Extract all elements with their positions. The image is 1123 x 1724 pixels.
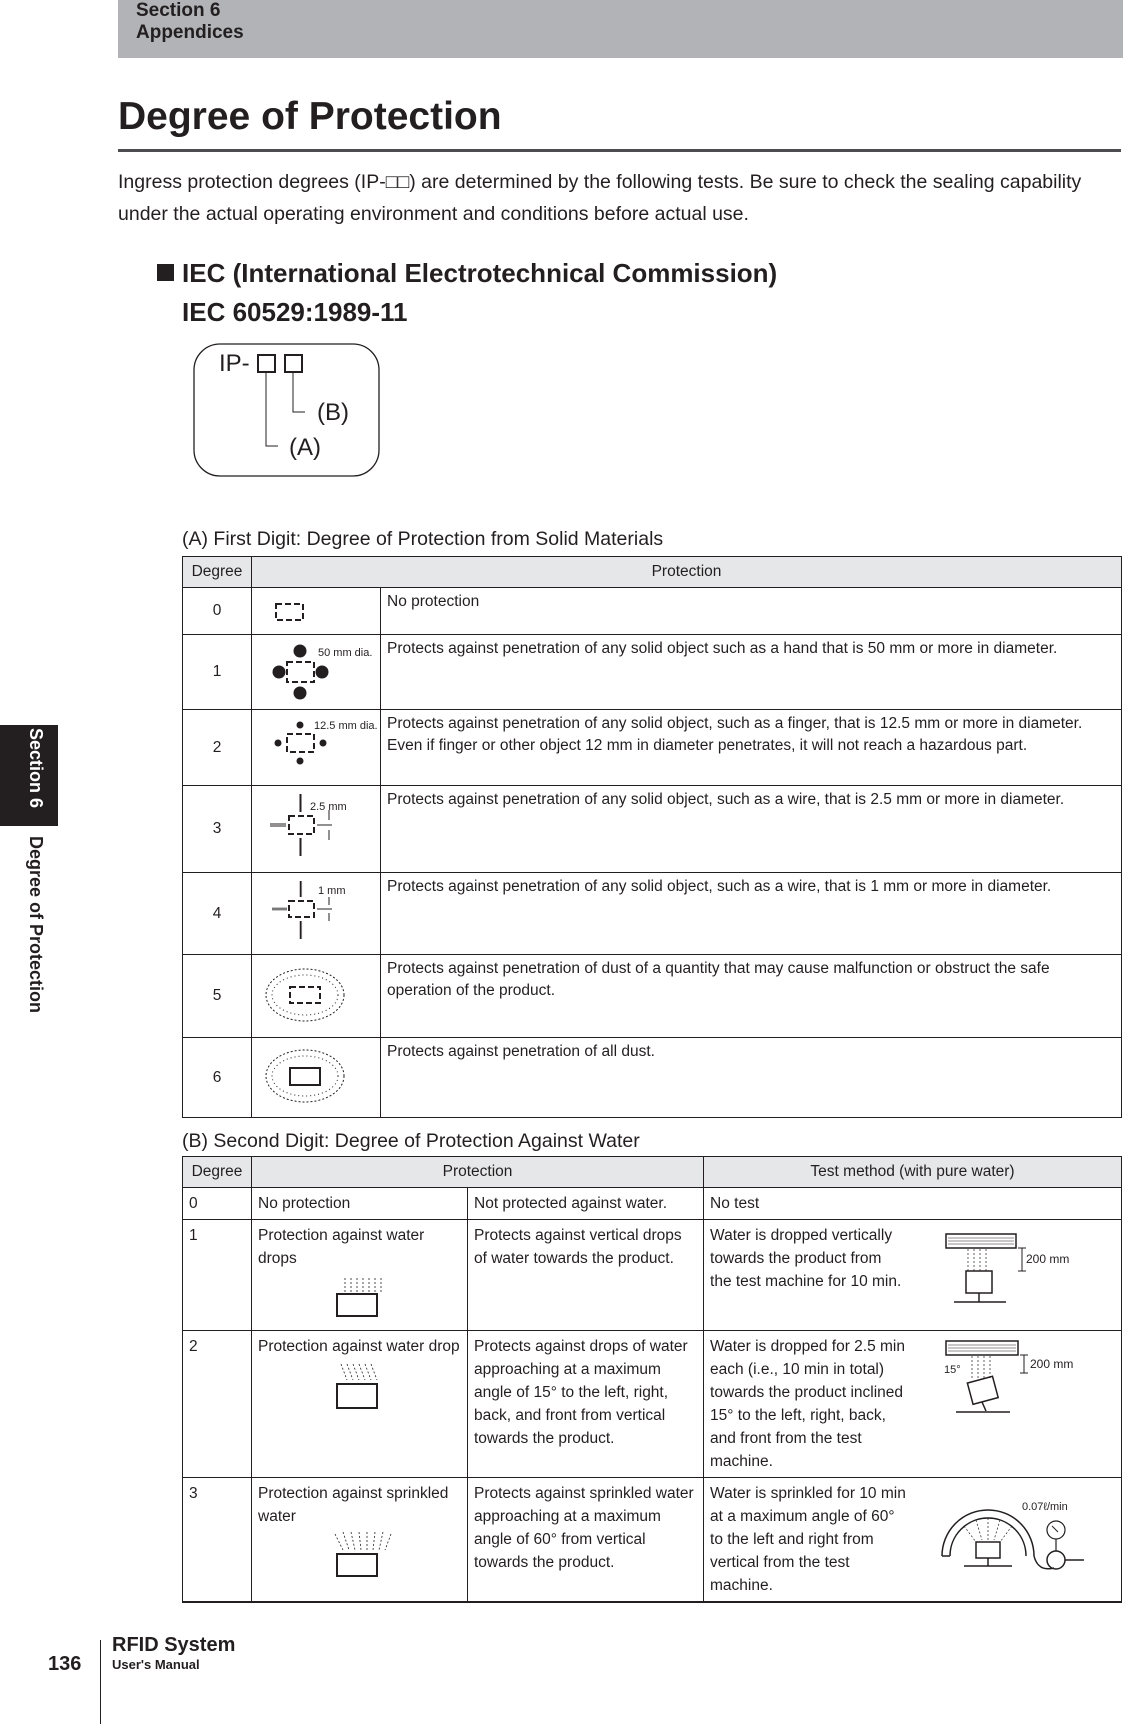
table-row [183, 588, 1122, 635]
table-row [183, 1220, 1122, 1331]
diagram-label: 200 mm [1030, 1357, 1074, 1371]
degree-cell: 3 [183, 1478, 252, 1603]
protection-desc: Not protected against water. [468, 1188, 704, 1220]
vertical-drops-icon [333, 1276, 473, 1318]
ip-code-diagram [193, 343, 380, 477]
icon-label: 12.5 mm dia. [314, 720, 378, 732]
test-method-cell [704, 1331, 1122, 1478]
manual-subtitle: User's Manual [112, 1657, 200, 1672]
protection-name: No protection [252, 1188, 468, 1220]
degree-cell: 4 [183, 873, 252, 955]
test-method-cell [704, 1478, 1122, 1603]
header-degree: Degree [183, 557, 252, 588]
degree-cell: 5 [183, 955, 252, 1038]
protection-text: Protects against penetration of any solid object, such as a wire, that is 1 mm or more in diameter. [381, 873, 1122, 955]
intro-paragraph: Ingress protection degrees (IP-□□) are determined by the following tests. Be sure to check the sealing capability under the actual operating environment and conditions before actual use. [118, 171, 1082, 225]
hand-object-icon [252, 635, 381, 710]
degree-cell: 3 [183, 786, 252, 873]
no-protection-icon [252, 588, 381, 635]
page-title: Degree of Protection [118, 95, 502, 138]
icon-label: 2.5 mm [310, 801, 347, 813]
protection-text: No protection [381, 588, 1122, 635]
protection-text: Protects against penetration of all dust. [381, 1038, 1122, 1118]
degree-cell: 0 [183, 1188, 252, 1220]
table-row [183, 1038, 1122, 1118]
protection-desc: Protects against drops of water approaching at a maximum angle of 15° to the left, right, back, and front from vertical towards the product. [468, 1331, 704, 1478]
protection-name: Protection against water drop [258, 1338, 460, 1355]
manual-title: RFID System [112, 1634, 236, 1656]
table-row [183, 1331, 1122, 1478]
iec-heading-text: IEC (International Electrotechnical Commission) [182, 258, 778, 288]
finger-object-icon [252, 710, 381, 786]
icon-label: 1 mm [318, 885, 346, 897]
diagram-label: 200 mm [1026, 1252, 1070, 1266]
table-a-caption: (A) First Digit: Degree of Protection from Solid Materials [182, 528, 664, 550]
protection-desc: Protects against vertical drops of water towards the product. [468, 1220, 704, 1331]
protection-text: Protects against penetration of dust of a quantity that may cause malfunction or obstruct the safe operation of the product. [381, 955, 1122, 1038]
header-section: Section 6 [136, 0, 221, 21]
ip-prefix: IP- [219, 350, 250, 377]
test-method: Water is dropped for 2.5 min each (i.e., 10 min in total) towards the product inclined 15° to the left, right, back, and front from the test machine. [710, 1338, 905, 1470]
sprinkle-test-diagram [934, 1486, 1084, 1576]
table-row [183, 1478, 1122, 1603]
header-degree: Degree [183, 1157, 252, 1188]
section-header [118, 0, 1123, 58]
diagram-angle: 15° [944, 1364, 961, 1376]
wire-2-5mm-icon [252, 786, 381, 873]
protection-cell [252, 1478, 468, 1603]
table-row [183, 635, 1122, 710]
degree-cell: 2 [183, 1331, 252, 1478]
digit-a-box [258, 355, 275, 372]
header-chapter: Appendices [136, 22, 244, 43]
header-protection: Protection [252, 1157, 704, 1188]
tilted-drip-test-diagram [944, 1339, 1084, 1419]
sprinkle-icon [333, 1530, 473, 1578]
protection-text: Protects against penetration of any solid object such as a hand that is 50 mm or more in diameter. [381, 635, 1122, 710]
protection-name: Protection against water drops [258, 1227, 425, 1267]
table-header-row [183, 1157, 1122, 1188]
degree-cell: 6 [183, 1038, 252, 1118]
drip-test-diagram [944, 1232, 1074, 1312]
test-method-cell [704, 1220, 1122, 1331]
dust-tight-icon [252, 1038, 381, 1118]
square-bullet-icon [157, 264, 174, 281]
ip-label-a: (A) [289, 434, 321, 461]
protection-cell [252, 1331, 468, 1478]
test-method: Water is dropped vertically towards the product from the test machine for 10 min. [710, 1227, 902, 1290]
iec-heading [157, 258, 777, 289]
degree-cell: 1 [183, 1220, 252, 1331]
diagram-label: 0.07ℓ/min [1022, 1501, 1068, 1513]
table-row [183, 710, 1122, 786]
table-header-row [183, 557, 1122, 588]
ip-label-b: (B) [317, 399, 349, 426]
degree-cell: 2 [183, 710, 252, 786]
protection-desc: Protects against sprinkled water approaching at a maximum angle of 60° from vertical towards the product. [468, 1478, 704, 1603]
side-tab-topic[interactable]: Degree of Protection [26, 836, 46, 1014]
degree-cell: 1 [183, 635, 252, 710]
table-row [183, 873, 1122, 955]
icon-label: 50 mm dia. [318, 647, 373, 659]
angled-drops-icon [333, 1362, 473, 1410]
table-row [183, 955, 1122, 1038]
solid-protection-table [182, 556, 1122, 1118]
table-b-caption: (B) Second Digit: Degree of Protection Against Water [182, 1130, 640, 1152]
footer-divider [100, 1640, 101, 1724]
iec-standard: IEC 60529:1989-11 [182, 297, 408, 327]
digit-b-box [285, 355, 302, 372]
protection-cell [252, 1220, 468, 1331]
test-method: No test [704, 1188, 1122, 1220]
header-protection: Protection [252, 557, 1122, 588]
protection-text: Protects against penetration of any solid object, such as a wire, that is 2.5 mm or more in diameter. [381, 786, 1122, 873]
degree-cell: 0 [183, 588, 252, 635]
table-row [183, 1188, 1122, 1220]
protection-name: Protection against sprinkled water [258, 1485, 449, 1525]
side-tab-section[interactable]: Section 6 [26, 728, 46, 809]
wire-1mm-icon [252, 873, 381, 955]
protection-text: Protects against penetration of any solid object, such as a finger, that is 12.5 mm or more in diameter. Even if finger or other object 12 mm in diameter penetrates, it will not reach a hazardous part. [381, 710, 1122, 786]
header-test-method: Test method (with pure water) [704, 1157, 1122, 1188]
water-protection-table [182, 1156, 1122, 1603]
table-row [183, 786, 1122, 873]
test-method: Water is sprinkled for 10 min at a maximum angle of 60° to the left and right from vertical from the test machine. [710, 1485, 906, 1594]
page-number: 136 [48, 1653, 82, 1675]
dust-protected-icon [252, 955, 381, 1038]
title-rule [118, 149, 1121, 152]
